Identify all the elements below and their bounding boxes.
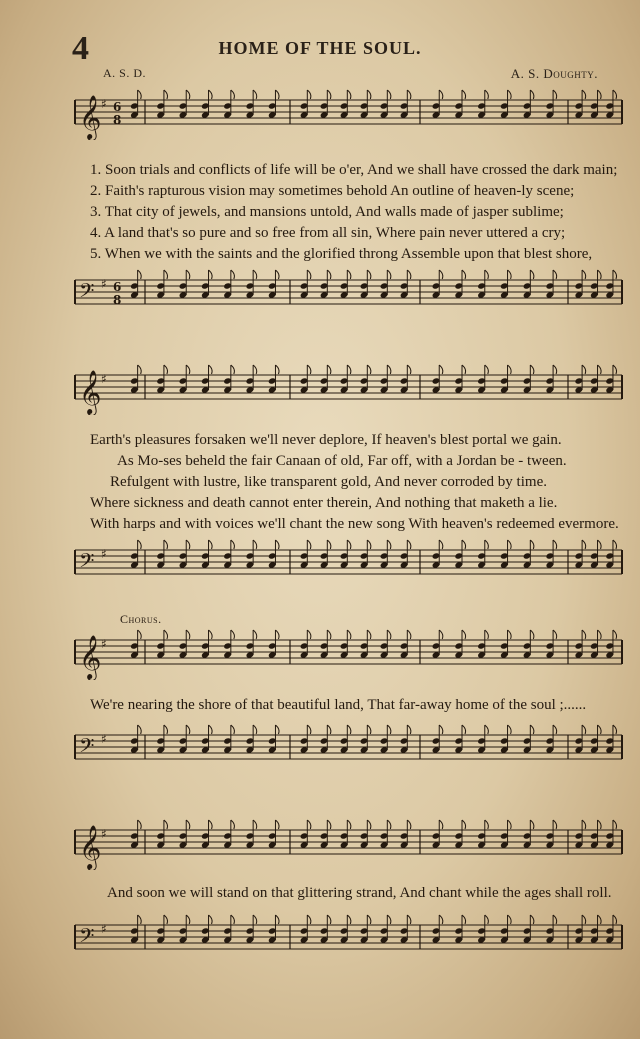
svg-text:𝄢: 𝄢 <box>79 549 95 577</box>
composer-credit: A. S. Doughty. <box>510 66 598 81</box>
svg-text:♯: ♯ <box>101 827 107 841</box>
verse-line-2-2: As Mo-ses beheld the fair Canaan of old, Far off, with a Jordan be - tween. <box>117 453 567 469</box>
svg-text:𝄞: 𝄞 <box>79 95 102 139</box>
verse-line-2-4: Where sickness and death cannot enter therein, And nothing that maketh a lie. <box>90 495 558 511</box>
bass-staff-2 <box>0 530 640 590</box>
hymn-title: HOME OF THE SOUL. <box>218 38 422 58</box>
svg-text:𝄞: 𝄞 <box>79 635 102 679</box>
verse-line-1-4: 4. A land that's so pure and so free from all sin, Where pain never uttered a cry; <box>90 225 566 241</box>
bass-staff-3 <box>0 715 640 775</box>
svg-text:𝄢: 𝄢 <box>79 734 95 762</box>
svg-text:6: 6 <box>113 100 122 114</box>
svg-text:𝄞: 𝄞 <box>79 825 102 869</box>
svg-text:8: 8 <box>113 113 122 127</box>
verse-line-2-3: Refulgent with lustre, like transparent gold, And never corroded by time. <box>110 474 547 490</box>
page-number: 4 <box>72 30 89 67</box>
svg-text:8: 8 <box>113 293 122 307</box>
verse-line-2-5: With harps and with voices we'll chant the new song With heaven's redeemed evermore. <box>90 516 619 532</box>
treble-staff-3 <box>0 620 640 680</box>
verse-line-1-1: 1. Soon trials and conflicts of life will be o'er, And we shall have crossed the dark main; <box>90 162 618 178</box>
svg-text:𝄢: 𝄢 <box>79 279 95 307</box>
svg-text:♯: ♯ <box>101 97 107 111</box>
treble-staff-2 <box>0 355 640 415</box>
svg-text:♯: ♯ <box>101 732 107 746</box>
svg-text:♯: ♯ <box>101 637 107 651</box>
treble-staff-4 <box>0 810 640 870</box>
treble-staff-1 <box>0 80 640 140</box>
svg-text:♯: ♯ <box>101 372 107 386</box>
svg-text:♯: ♯ <box>101 922 107 936</box>
verse-line-1-5: 5. When we with the saints and the glorified throng Assemble upon that blest shore, <box>90 246 593 262</box>
svg-text:♯: ♯ <box>101 277 107 291</box>
verse-line-1-2: 2. Faith's rapturous vision may sometimes behold An outline of heaven-ly scene; <box>90 183 575 199</box>
lyricist-credit: A. S. D. <box>103 66 147 80</box>
chorus-line-1: We're nearing the shore of that beautiful land, That far-away home of the soul ;...... <box>90 697 587 713</box>
chorus-line-2: And soon we will stand on that glittering strand, And chant while the ages shall roll. <box>107 885 612 901</box>
svg-text:6: 6 <box>113 280 122 294</box>
verse-line-1-3: 3. That city of jewels, and mansions untold, And walls made of jasper sublime; <box>90 204 564 220</box>
svg-text:♯: ♯ <box>101 547 107 561</box>
verse-line-2-1: Earth's pleasures forsaken we'll never deplore, If heaven's blest portal we gain. <box>90 432 562 448</box>
svg-text:𝄞: 𝄞 <box>79 370 102 414</box>
bass-staff-1 <box>0 260 640 320</box>
svg-text:𝄢: 𝄢 <box>79 924 95 952</box>
chorus-label: Chorus. <box>120 612 162 626</box>
bass-staff-4 <box>0 905 640 965</box>
